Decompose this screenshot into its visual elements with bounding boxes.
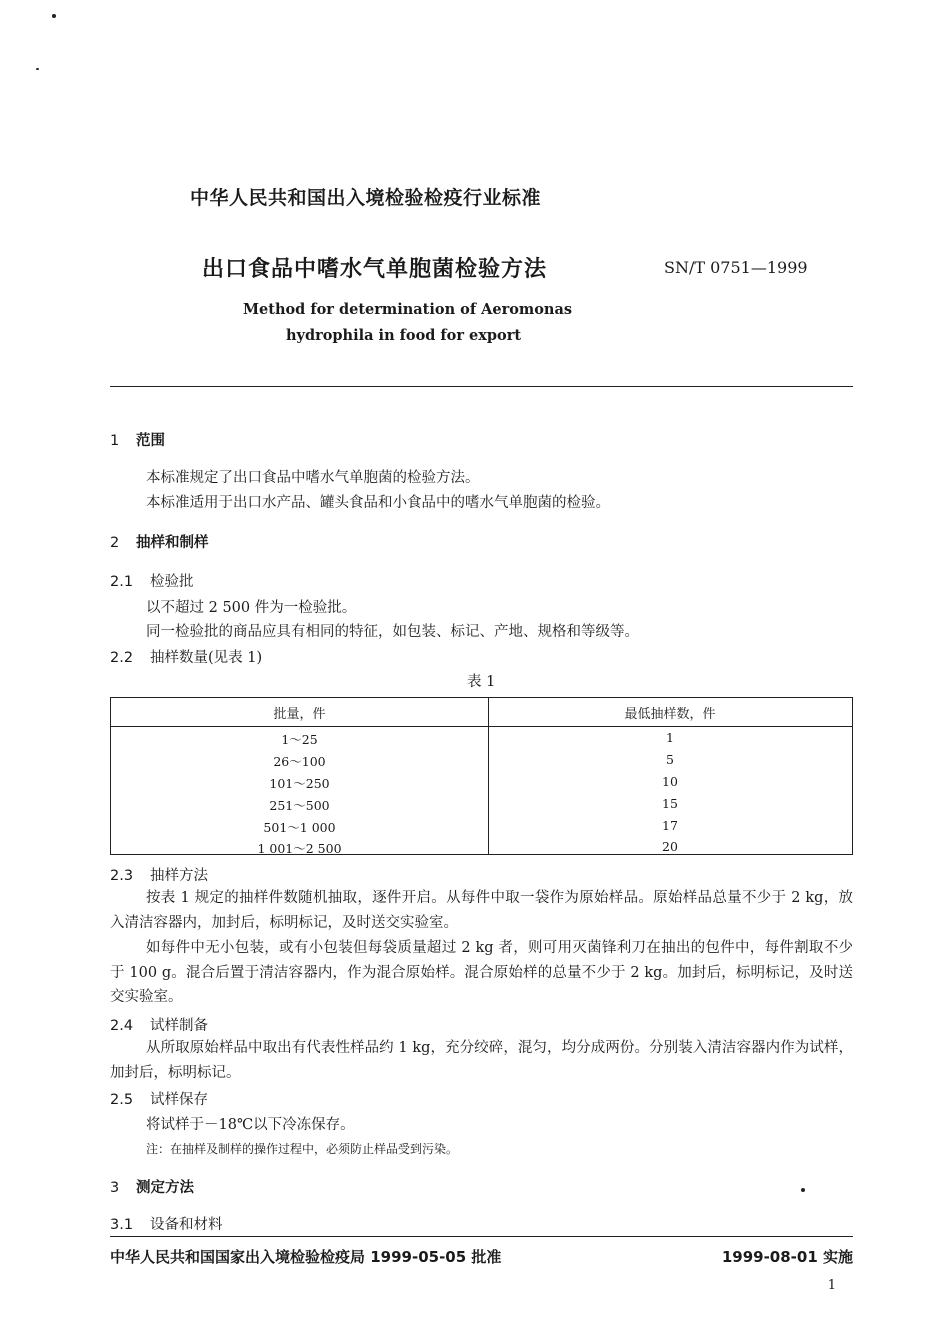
table-cell-samples: 1 (666, 730, 674, 745)
section-number: 1 (110, 433, 120, 449)
table-1 (110, 697, 853, 855)
subsection-2-1-paragraph-1: 以不超过 2 500 件为一检验批。 (146, 600, 357, 616)
document-title: 出口食品中嗜水气单胞菌检验方法 (202, 257, 548, 282)
scan-speck (801, 1188, 805, 1192)
section-2-heading (110, 531, 209, 552)
table-cell-samples: 5 (666, 752, 674, 767)
subsection-number: 2.3 (110, 868, 134, 884)
subsection-title: 抽样方法 (150, 868, 208, 884)
subsection-2-3-paragraph-2: 如每件中无小包装，或有小包装但每袋质量超过 2 kg 者，则可用灭菌锋利刀在抽出的包件中，每件割取不少于 100 g。混合后置于清洁容器内，作为混合原始样。混合原始样的总量不少于 2 kg。加封后，标明标记，及时送交实验室。 (110, 940, 853, 1005)
subsection-2-5-heading (110, 1088, 208, 1109)
table-cell-batch: 1～25 (281, 732, 318, 747)
approval-issuer: 中华人民共和国国家出入境检验检疫局 1999-05-05 批准 (110, 1248, 502, 1266)
scan-speck (36, 68, 39, 70)
section-title: 抽样和制样 (136, 535, 209, 551)
table-cell-samples: 20 (662, 839, 678, 854)
table-1-caption: 表 1 (467, 674, 496, 690)
table-cell-batch: 1 001～2 500 (257, 841, 342, 856)
subsection-2-3-paragraph-1: 按表 1 规定的抽样件数随机抽取，逐件开启。从每件中取一袋作为原始样品。原始样品总量不少于 2 kg，放入清洁容器内，加封后，标明标记，及时送交实验室。 (110, 890, 853, 931)
footer-divider (110, 1236, 853, 1237)
english-title-line1: Method for determination of Aeromonas (243, 301, 573, 318)
sampling-note: 注：在抽样及制样的操作过程中，必须防止样品受到污染。 (146, 1142, 459, 1156)
section-title: 测定方法 (136, 1180, 194, 1196)
subsection-2-3-heading (110, 864, 208, 885)
subsection-2-2-heading (110, 646, 262, 667)
section-1-paragraph-1: 本标准规定了出口食品中嗜水气单胞菌的检验方法。 (146, 470, 480, 486)
effective-date: 1999-08-01 实施 (721, 1248, 853, 1266)
subsection-title: 设备和材料 (150, 1217, 223, 1233)
table-cell-samples: 17 (662, 818, 678, 833)
scan-speck (52, 14, 56, 18)
section-title: 范围 (136, 433, 165, 449)
section-1-heading (110, 429, 165, 450)
standard-number: SN/T 0751—1999 (664, 258, 808, 277)
subsection-2-1-heading (110, 570, 194, 591)
table-cell-batch: 251～500 (269, 798, 330, 813)
subsection-2-5-paragraph-1: 将试样于－18℃以下冷冻保存。 (146, 1117, 355, 1133)
section-1-paragraph-2: 本标准适用于出口水产品、罐头食品和小食品中的嗜水气单胞菌的检验。 (146, 495, 610, 511)
subsection-number: 2.1 (110, 574, 134, 590)
table-cell-batch: 501～1 000 (263, 820, 336, 835)
table-header-divider (111, 726, 852, 727)
subsection-2-4-paragraph-1: 从所取原始样品中取出有代表性样品约 1 kg，充分绞碎，混匀，均分成两份。分别装入清洁容器内作为试样，加封后，标明标记。 (110, 1040, 853, 1081)
table-cell-batch: 101～250 (269, 776, 330, 791)
section-number: 2 (110, 535, 120, 551)
english-title-line2: hydrophila in food for export (286, 327, 522, 344)
subsection-number: 3.1 (110, 1217, 134, 1233)
subsection-title: 抽样数量(见表 1) (150, 650, 263, 666)
subsection-title: 试样保存 (150, 1092, 208, 1108)
page-number: 1 (827, 1278, 836, 1293)
subsection-number: 2.2 (110, 650, 134, 666)
subsection-2-1-paragraph-2: 同一检验批的商品应具有相同的特征，如包装、标记、产地、规格和等级等。 (146, 624, 639, 640)
subsection-2-4-heading (110, 1014, 208, 1035)
header-divider (110, 386, 853, 387)
section-3-heading (110, 1176, 194, 1197)
section-number: 3 (110, 1180, 120, 1196)
table-header-batch-size: 批量，件 (273, 707, 326, 722)
subsection-number: 2.4 (110, 1018, 134, 1034)
table-cell-batch: 26～100 (273, 754, 326, 769)
subsection-title: 检验批 (150, 574, 194, 590)
subsection-title: 试样制备 (150, 1018, 208, 1034)
table-header-min-samples: 最低抽样数，件 (624, 707, 716, 722)
table-cell-samples: 15 (662, 796, 678, 811)
subsection-3-1-heading (110, 1213, 223, 1234)
table-cell-samples: 10 (662, 774, 678, 789)
industry-standard-title: 中华人民共和国出入境检验检疫行业标准 (190, 187, 542, 209)
subsection-number: 2.5 (110, 1092, 134, 1108)
